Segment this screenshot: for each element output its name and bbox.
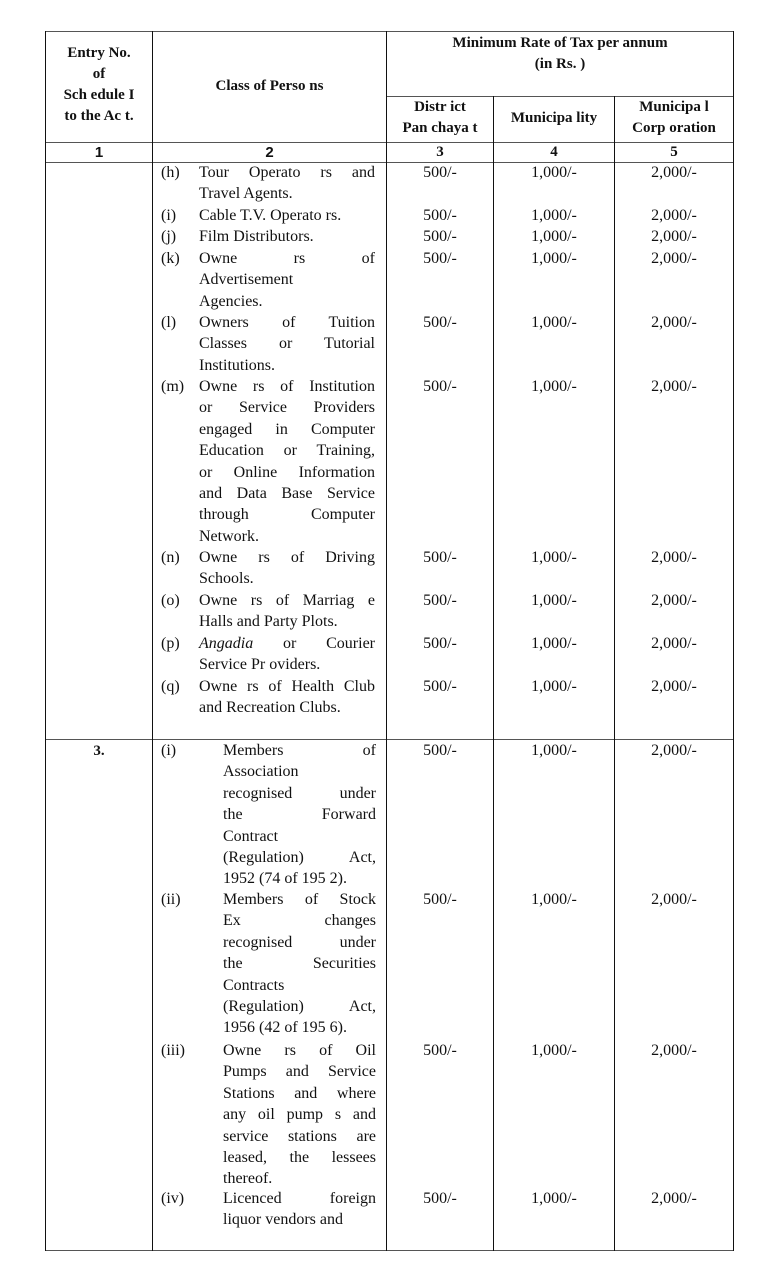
description-line: Stations and where — [223, 1084, 376, 1102]
district-panchayat-rate: 500/- — [423, 164, 457, 181]
description-line: Angadia or Courier — [199, 635, 375, 652]
class-of-persons-description — [223, 889, 376, 1039]
description-line: Tour Operato rs and — [199, 164, 375, 181]
header-district-panchayat-line: Pan chaya t — [402, 120, 478, 136]
description-line: any oil pump s and — [223, 1106, 376, 1124]
description-line: leased, the lessees — [223, 1148, 376, 1166]
description-line: Classes or Tutorial — [199, 335, 375, 353]
municipality-rate: 1,000/- — [531, 250, 577, 267]
municipal-corporation-rate: 2,000/- — [651, 635, 697, 652]
description-line: Association — [223, 763, 299, 781]
header-entry-no-line: to the Ac t. — [64, 108, 134, 124]
description-line: (Regulation) Act, — [223, 997, 376, 1015]
district-panchayat-rate: 500/- — [423, 207, 457, 224]
description-line: Members of — [223, 742, 376, 759]
row-label: (i) — [161, 207, 177, 224]
municipal-corporation-rate: 2,000/- — [651, 1190, 697, 1207]
table-left-border — [45, 31, 46, 1251]
row-label: (ii) — [161, 891, 181, 908]
col1-col2-divider — [152, 31, 153, 1251]
row-label: (h) — [161, 164, 180, 181]
municipality-rate: 1,000/- — [531, 378, 577, 395]
column-number-4: 4 — [550, 144, 558, 160]
header-district-panchayat-line: Distr ict — [414, 99, 466, 115]
municipal-corporation-rate: 2,000/- — [651, 378, 697, 395]
description-line: Travel Agents. — [199, 185, 293, 203]
description-line: Agencies. — [199, 292, 263, 310]
municipality-rate: 1,000/- — [531, 164, 577, 181]
district-panchayat-rate: 500/- — [423, 742, 457, 759]
table-right-border — [733, 31, 734, 1251]
description-line: 1952 (74 of 195 2). — [223, 870, 347, 888]
municipality-rate: 1,000/- — [531, 207, 577, 224]
municipality-rate: 1,000/- — [531, 1190, 577, 1207]
entry-number-3: 3. — [93, 743, 105, 759]
description-line: Members of Stock — [223, 891, 376, 908]
class-of-persons-description — [199, 676, 375, 719]
header-entry-no-line: of — [92, 66, 106, 82]
municipality-rate: 1,000/- — [531, 549, 577, 566]
description-line: Cable T.V. Operato rs. — [199, 207, 342, 224]
row-label: (q) — [161, 678, 180, 695]
row-label: (n) — [161, 549, 180, 566]
class-of-persons-description — [223, 1040, 376, 1190]
municipal-corporation-rate: 2,000/- — [651, 549, 697, 566]
description-line: Owne rs of Oil — [223, 1042, 376, 1059]
description-line: Contracts — [223, 976, 285, 994]
description-line: liquor vendors and — [223, 1211, 343, 1229]
class-of-persons-description — [199, 547, 375, 590]
description-line: (Regulation) Act, — [223, 848, 376, 866]
municipal-corporation-rate: 2,000/- — [651, 891, 697, 908]
row-label: (o) — [161, 592, 180, 609]
municipal-corporation-rate: 2,000/- — [651, 314, 697, 331]
row-label: (iii) — [161, 1042, 185, 1059]
description-line: Pumps and Service — [223, 1063, 376, 1081]
class-of-persons-description — [199, 376, 375, 547]
district-panchayat-rate: 500/- — [423, 635, 457, 652]
municipal-corporation-rate: 2,000/- — [651, 592, 697, 609]
description-line: or Service Providers — [199, 399, 375, 417]
municipality-rate: 1,000/- — [531, 592, 577, 609]
district-panchayat-rate: 500/- — [423, 228, 457, 245]
class-of-persons-description — [199, 248, 375, 312]
column-number-1: 1 — [94, 144, 104, 161]
header-municipal-corporation-line: Municipa l — [639, 99, 709, 115]
municipal-corporation-rate: 2,000/- — [651, 742, 697, 759]
description-line: Owners of Tuition — [199, 314, 375, 331]
description-line: Owne rs of — [199, 250, 375, 267]
description-line: through Computer — [199, 506, 375, 524]
municipality-rate: 1,000/- — [531, 635, 577, 652]
class-of-persons-description — [223, 740, 376, 890]
description-line: Advertisement — [199, 271, 294, 289]
district-panchayat-rate: 500/- — [423, 891, 457, 908]
class-of-persons-description — [199, 226, 375, 247]
row-label: (j) — [161, 228, 177, 245]
district-panchayat-rate: 500/- — [423, 378, 457, 395]
municipality-rate: 1,000/- — [531, 678, 577, 695]
municipal-corporation-rate: 2,000/- — [651, 1042, 697, 1059]
italic-term: Angadia — [199, 635, 254, 652]
district-panchayat-rate: 500/- — [423, 549, 457, 566]
municipal-corporation-rate: 2,000/- — [651, 207, 697, 224]
header-entry-no-line: Entry No. — [67, 45, 131, 61]
municipality-rate: 1,000/- — [531, 1042, 577, 1059]
description-line: Service Pr oviders. — [199, 656, 321, 674]
description-line: Institutions. — [199, 356, 276, 374]
description-line: Network. — [199, 527, 259, 545]
description-line: recognised under — [223, 784, 376, 802]
row-label: (m) — [161, 378, 185, 395]
description-line: service stations are — [223, 1127, 376, 1145]
class-of-persons-description — [199, 162, 375, 205]
column-number-3: 3 — [436, 144, 444, 160]
district-panchayat-rate: 500/- — [423, 592, 457, 609]
header-municipal-corporation-line: Corp oration — [632, 120, 716, 136]
municipal-corporation-rate: 2,000/- — [651, 164, 697, 181]
district-panchayat-rate: 500/- — [423, 1190, 457, 1207]
description-line: Owne rs of Health Club — [199, 678, 375, 695]
header-entry-no-line: Sch edule I — [63, 87, 135, 103]
description-line: Licenced foreign — [223, 1190, 376, 1207]
row-label: (k) — [161, 250, 180, 267]
description-line: Owne rs of Institution — [199, 378, 375, 395]
description-line: Owne rs of Driving — [199, 549, 375, 566]
district-panchayat-rate: 500/- — [423, 250, 457, 267]
description-line: Schools. — [199, 570, 254, 588]
header-minimum-rate — [387, 33, 733, 75]
description-line: engaged in Computer — [199, 420, 375, 438]
table-top-border — [45, 31, 734, 32]
header-municipality: Municipa lity — [510, 110, 598, 126]
row-label: (iv) — [161, 1190, 185, 1207]
municipality-rate: 1,000/- — [531, 891, 577, 908]
column-number-5: 5 — [670, 144, 678, 160]
class-of-persons-description — [199, 590, 375, 633]
row-label: (l) — [161, 314, 177, 331]
district-panchayat-rate: 500/- — [423, 314, 457, 331]
header-minimum-rate-line: Minimum Rate of Tax per annum — [452, 35, 668, 51]
description-line: Ex changes — [223, 912, 376, 930]
column-number-2: 2 — [265, 144, 274, 161]
description-line: the Securities — [223, 955, 376, 973]
description-line: recognised under — [223, 933, 376, 951]
header-district-panchayat — [387, 97, 493, 139]
class-of-persons-description — [199, 633, 375, 676]
municipality-rate: 1,000/- — [531, 228, 577, 245]
header-entry-no — [46, 43, 152, 127]
district-panchayat-rate: 500/- — [423, 1042, 457, 1059]
table-bottom-border — [45, 1250, 734, 1251]
class-of-persons-description — [199, 205, 375, 226]
class-of-persons-description — [223, 1188, 376, 1231]
header-municipal-corporation — [615, 97, 733, 139]
municipal-corporation-rate: 2,000/- — [651, 678, 697, 695]
district-panchayat-rate: 500/- — [423, 678, 457, 695]
row-label: (p) — [161, 635, 180, 652]
header-class-of-persons: Class of Perso ns — [215, 78, 324, 94]
description-line: 1956 (42 of 195 6). — [223, 1019, 347, 1037]
description-line: thereof. — [223, 1170, 273, 1188]
municipal-corporation-rate: 2,000/- — [651, 250, 697, 267]
description-line: the Forward — [223, 806, 376, 824]
municipal-corporation-rate: 2,000/- — [651, 228, 697, 245]
header-minimum-rate-line: (in Rs. ) — [534, 56, 586, 72]
description-line: and Recreation Clubs. — [199, 699, 341, 717]
row-label: (i) — [161, 742, 177, 759]
municipality-rate: 1,000/- — [531, 742, 577, 759]
description-line: Owne rs of Marriag e — [199, 592, 375, 609]
municipality-rate: 1,000/- — [531, 314, 577, 331]
class-of-persons-description — [199, 312, 375, 376]
description-line: Education or Training, — [199, 442, 375, 460]
description-line: and Data Base Service — [199, 484, 375, 502]
description-line: or Online Information — [199, 463, 375, 481]
description-line: Contract — [223, 827, 279, 845]
description-line: Film Distributors. — [199, 228, 314, 245]
description-line: Halls and Party Plots. — [199, 613, 338, 631]
